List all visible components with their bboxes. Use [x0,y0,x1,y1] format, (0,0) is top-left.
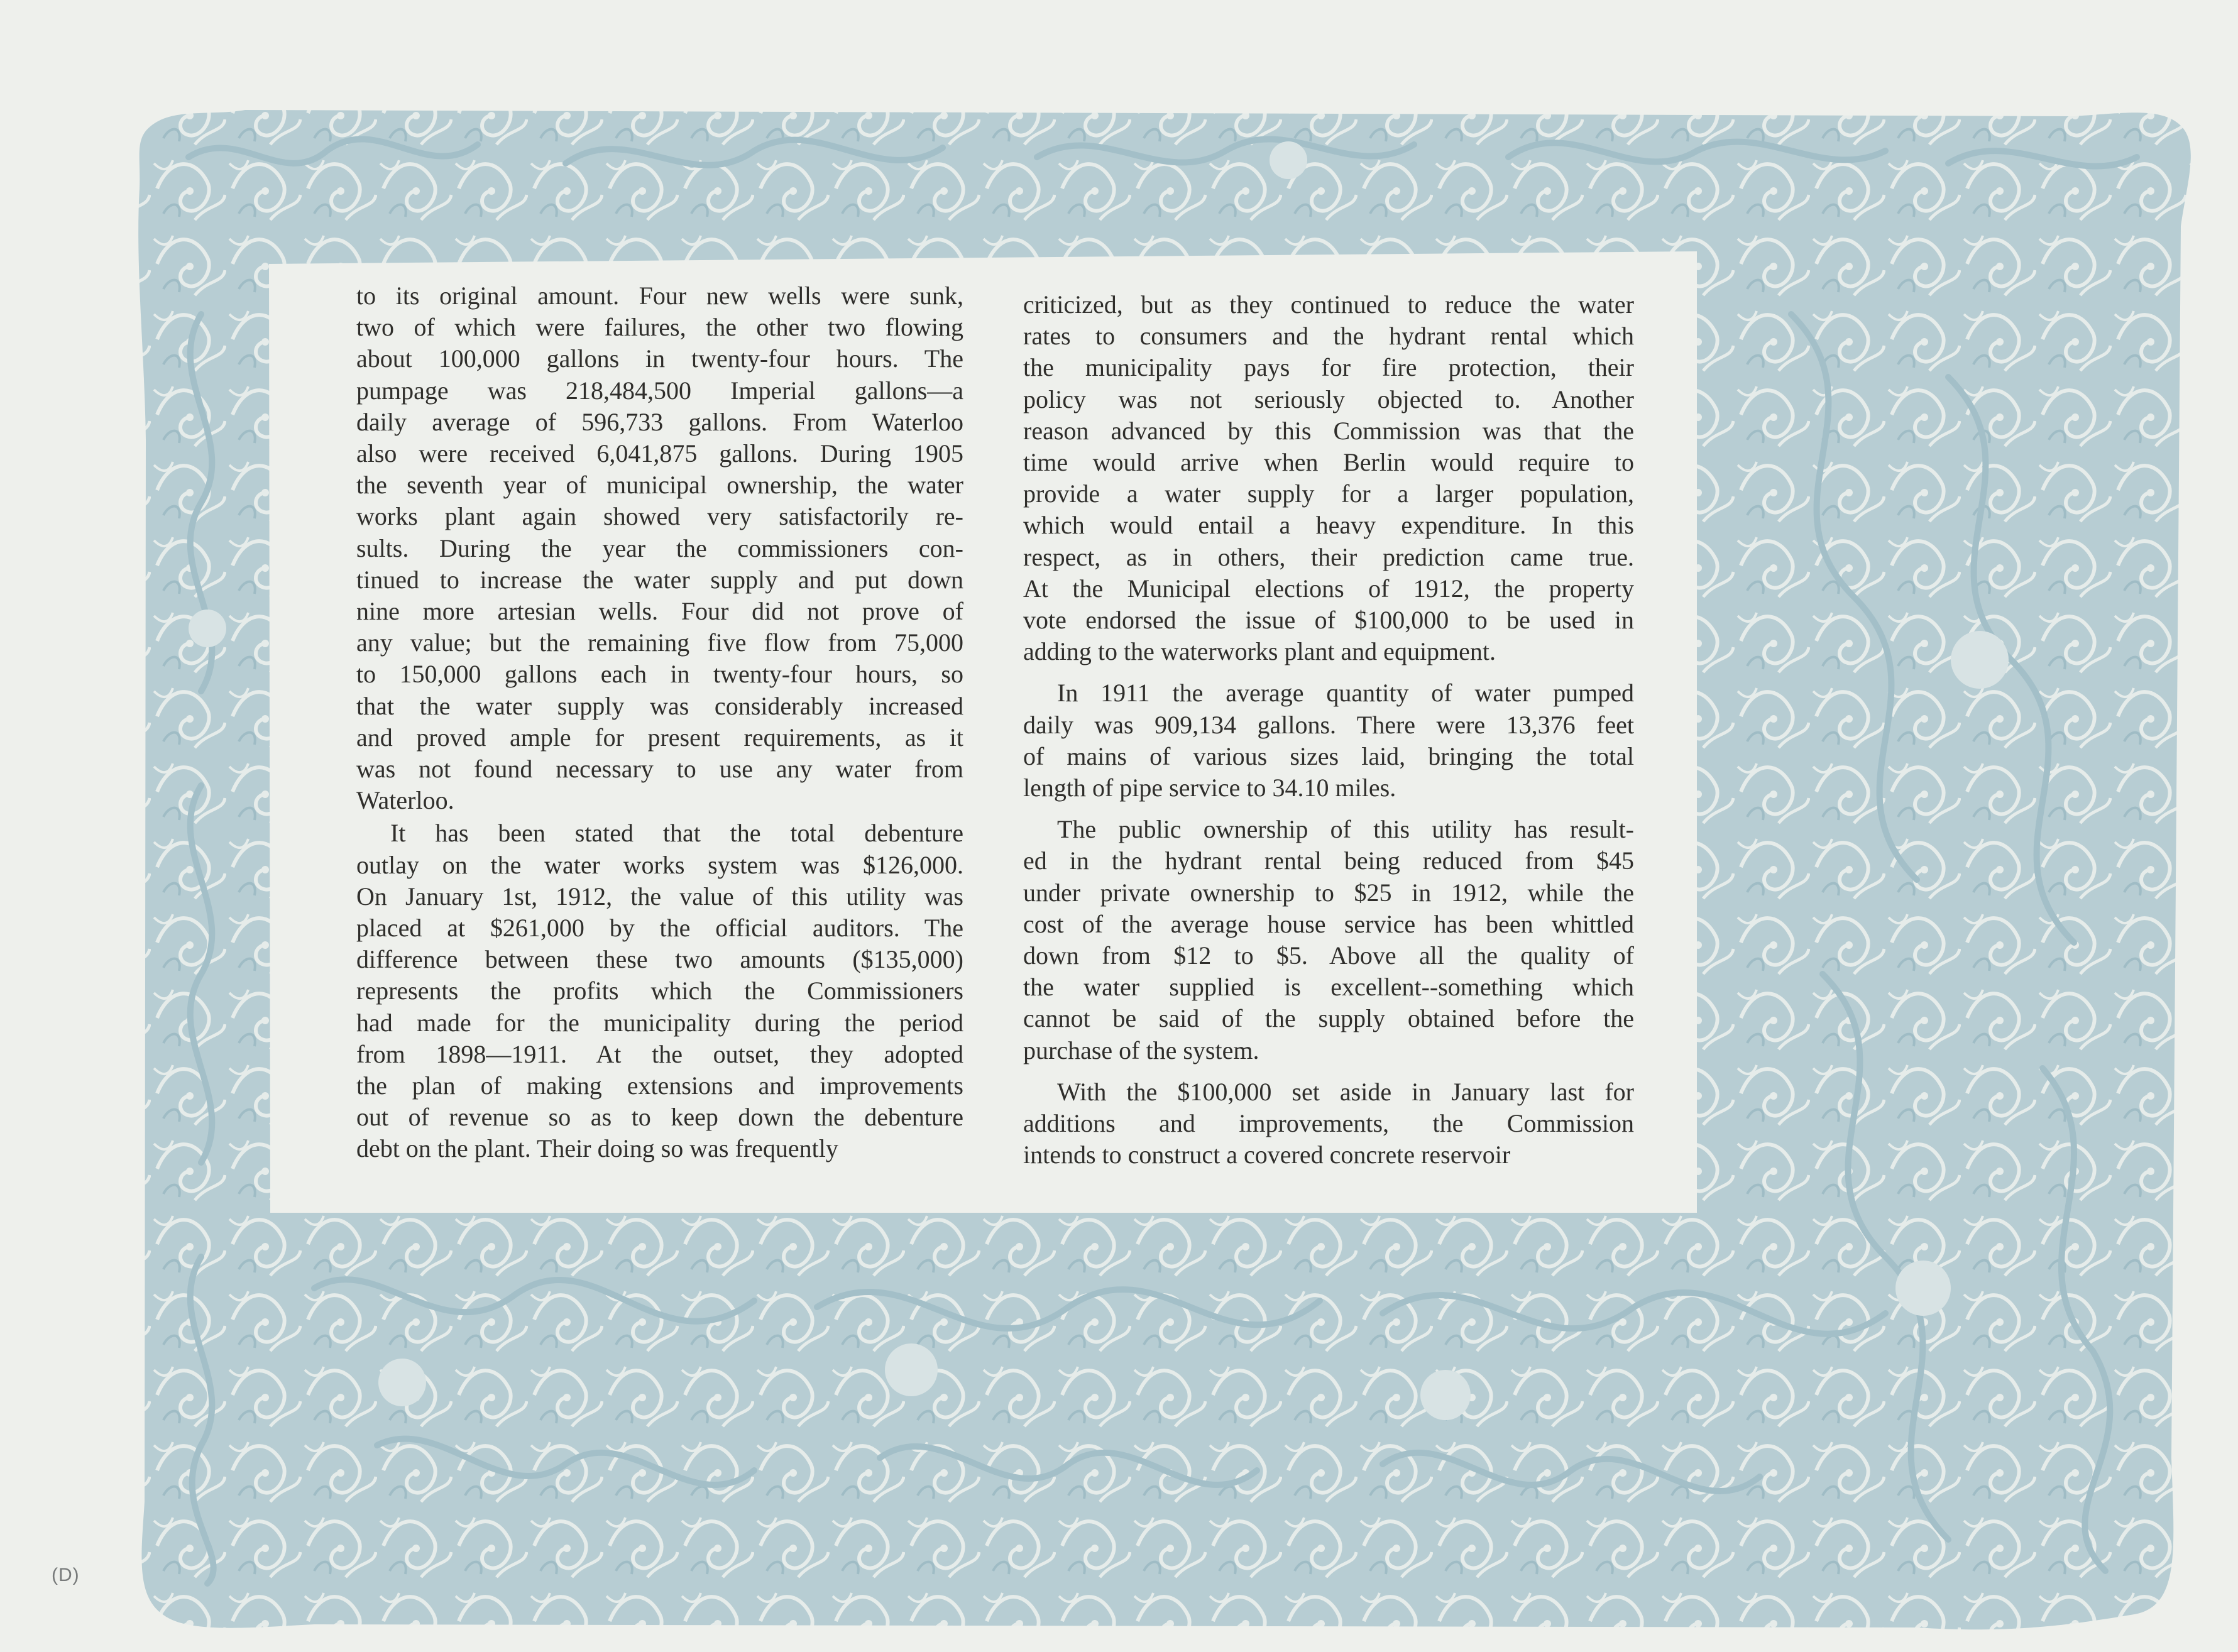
text-line: ed in the hydrant rental being reduced from $45 [1023,846,1634,875]
text-line: to 150,000 gallons each in twenty-four hours, so [356,660,963,689]
text-line: from 1898—1911. At the outset, they adopted [356,1039,963,1068]
text-line: outlay on the water works system was $126,000. [356,850,963,879]
text-column-left [356,280,963,1165]
text-line: tinued to increase the water supply and put down [356,565,963,594]
text-line: adding to the waterworks plant and equipment. [1023,637,1496,666]
text-line: represents the profits which the Commissioners [356,976,963,1005]
text-line: that the water supply was considerably increased [356,691,963,720]
text-line: cost of the average house service has been whittled [1023,909,1634,938]
paragraph [356,280,963,816]
paragraph [1023,814,1634,1066]
text-line: placed at $261,000 by the official auditors. The [356,914,963,943]
text-line: the municipality pays for fire protection, their [1023,353,1634,382]
text-column-right [1023,289,1634,1171]
text-line: criticized, but as they continued to reduce the water [1023,290,1634,319]
text-line: At the Municipal elections of 1912, the property [1023,574,1634,603]
text-line: intends to construct a covered concrete reservoir [1023,1141,1511,1169]
text-line: It has been stated that the total debenture [390,819,963,848]
text-line: debt on the plant. Their doing so was frequently [356,1134,838,1163]
text-line: the water supplied is excellent--something which [1023,973,1634,1002]
text-line: purchase of the system. [1023,1036,1259,1064]
text-line: provide a water supply for a larger population, [1023,479,1634,508]
text-line: rates to consumers and the hydrant rental which [1023,322,1634,351]
text-line: policy was not seriously objected to. Another [1023,385,1634,413]
text-line: was not found necessary to use any water from [356,755,963,784]
text-line: the seventh year of municipal ownership, the water [356,471,963,500]
text-line: any value; but the remaining five flow from 75,000 [356,628,963,657]
text-line: The public ownership of this utility has result- [1057,815,1634,844]
text-line: respect, as in others, their prediction came true. [1023,542,1634,571]
text-line: time would arrive when Berlin would require to [1023,448,1634,477]
page-marker: (D) [52,1565,80,1585]
text-line: daily average of 596,733 gallons. From Waterloo [356,407,963,436]
text-line: under private ownership to $25 in 1912, while the [1023,878,1634,907]
paragraph [356,818,963,1164]
paragraph [1023,1076,1634,1171]
text-line: reason advanced by this Commission was that the [1023,416,1634,445]
text-line: difference between these two amounts ($135,000) [356,945,963,974]
text-line: had made for the municipality during the period [356,1008,963,1037]
text-line: Waterloo. [356,786,454,815]
text-line: nine more artesian wells. Four did not prove of [356,597,963,626]
text-line: On January 1st, 1912, the value of this utility was [356,882,963,911]
text-line: daily was 909,134 gallons. There were 13,376 feet [1023,710,1634,739]
text-line: out of revenue so as to keep down the debenture [356,1103,963,1132]
text-line: works plant again showed very satisfactorily re- [356,502,963,531]
paragraph [1023,289,1634,667]
text-line: to its original amount. Four new wells were sunk, [356,282,963,310]
text-line: two of which were failures, the other two flowing [356,313,963,342]
text-line: also were received 6,041,875 gallons. During 1905 [356,439,963,468]
text-line: cannot be said of the supply obtained before the [1023,1004,1634,1033]
text-line: and proved ample for present requirements, as it [356,723,963,752]
text-line: length of pipe service to 34.10 miles. [1023,774,1396,802]
text-line: In 1911 the average quantity of water pumped [1057,679,1634,708]
text-line: pumpage was 218,484,500 Imperial gallons—a [356,376,963,405]
paragraph [1023,677,1634,804]
text-line: of mains of various sizes laid, bringing the total [1023,741,1634,770]
text-line: the plan of making extensions and improvements [356,1071,963,1100]
text-line: about 100,000 gallons in twenty-four hours. The [356,344,963,373]
text-line: With the $100,000 set aside in January last for [1057,1077,1634,1106]
text-line: sults. During the year the commissioners con- [356,533,963,562]
text-line: which would entail a heavy expenditure. In this [1023,511,1634,540]
text-line: vote endorsed the issue of $100,000 to be used in [1023,606,1634,635]
text-line: additions and improvements, the Commission [1023,1109,1634,1138]
text-line: down from $12 to $5. Above all the quality of [1023,941,1634,970]
